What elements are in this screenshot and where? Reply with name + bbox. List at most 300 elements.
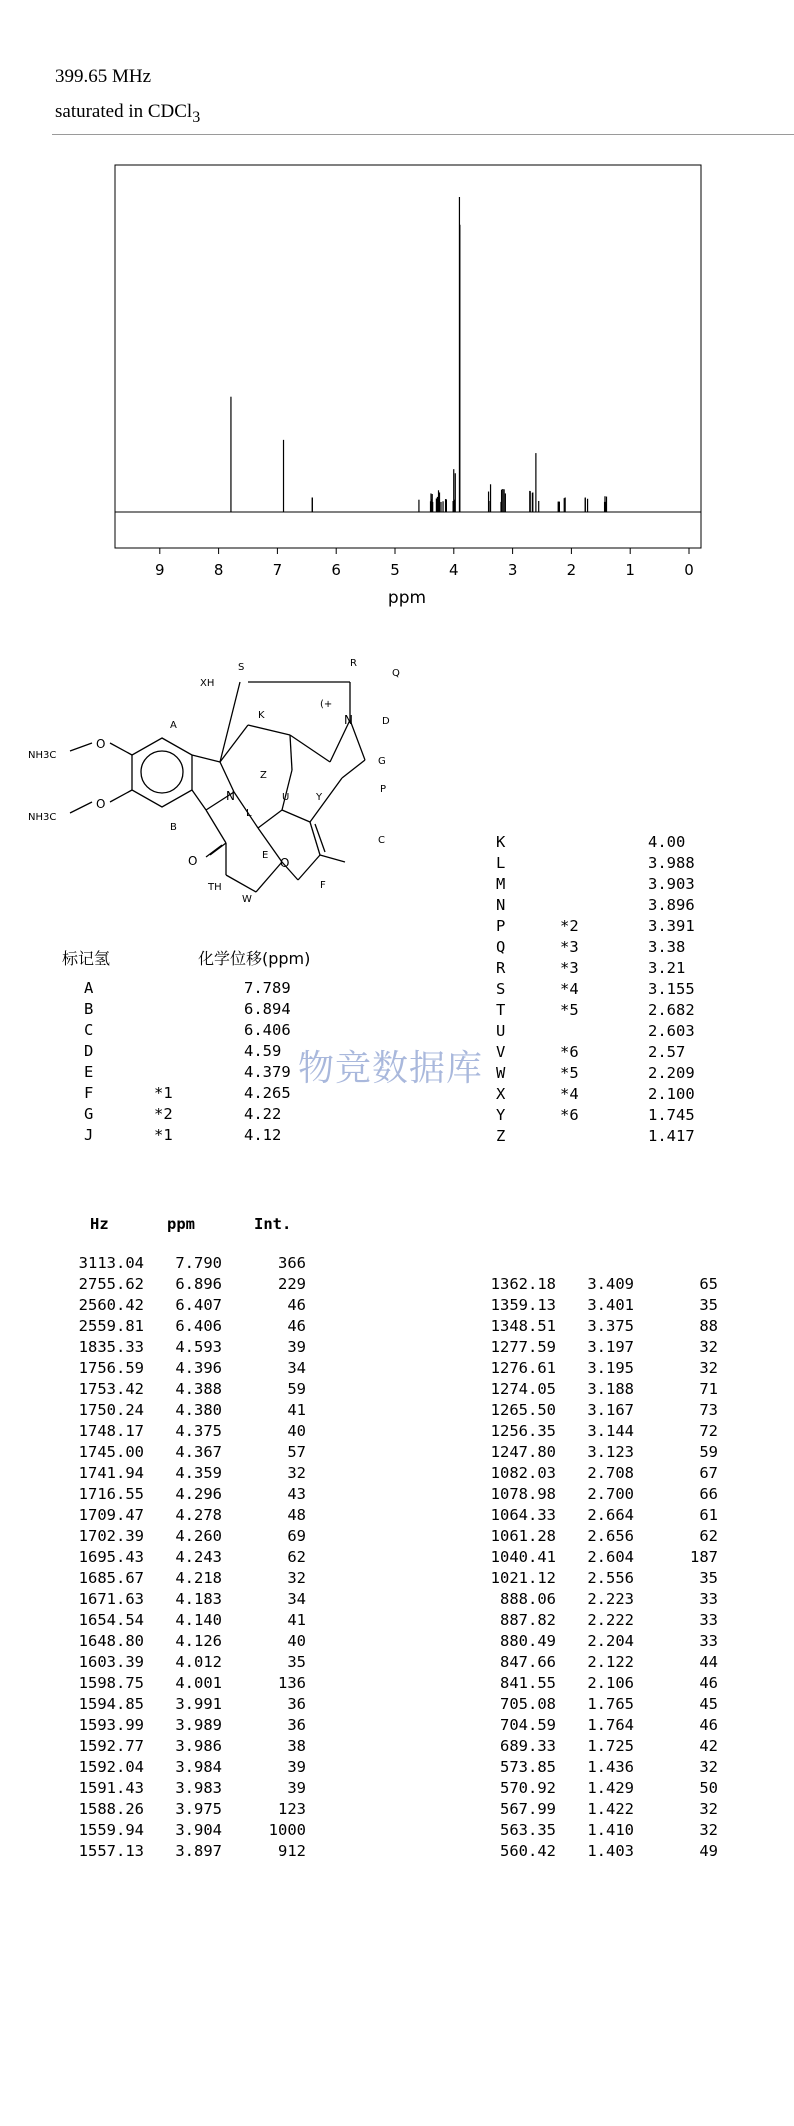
- assign-note: *1: [154, 1084, 173, 1102]
- assign-note: *3: [560, 938, 579, 956]
- peak-int: 48: [287, 1506, 306, 1524]
- peak-header-hz: Hz: [90, 1215, 109, 1233]
- header-divider: [52, 134, 794, 135]
- peak-int: 73: [699, 1401, 718, 1419]
- peak-ppm: 2.708: [587, 1464, 634, 1482]
- assign-label: K: [496, 833, 506, 851]
- atom-xh: XH: [200, 678, 215, 689]
- peak-row: [66, 1505, 326, 1526]
- peak-hz: 2560.42: [78, 1296, 144, 1314]
- peak-hz: 1753.42: [78, 1380, 144, 1398]
- label-q: Q: [392, 668, 400, 679]
- peak-ppm: 2.656: [587, 1527, 634, 1545]
- peak-row: [478, 1589, 738, 1610]
- peak-row: [66, 1400, 326, 1421]
- peak-row: [66, 1316, 326, 1337]
- peak-int: 41: [287, 1401, 306, 1419]
- peak-int: 35: [699, 1569, 718, 1587]
- peak-row: [478, 1421, 738, 1442]
- peak-row: [478, 1820, 738, 1841]
- peak-ppm: 2.664: [587, 1506, 634, 1524]
- peak-int: 33: [699, 1611, 718, 1629]
- peak-ppm: 3.986: [175, 1737, 222, 1755]
- peak-int: 912: [278, 1842, 306, 1860]
- label-z: Z: [260, 770, 267, 781]
- assign-label: N: [496, 896, 506, 914]
- peak-ppm: 3.984: [175, 1758, 222, 1776]
- peak-hz: 1695.43: [78, 1548, 144, 1566]
- assign-shift: 3.155: [648, 980, 695, 998]
- peak-int: 45: [699, 1695, 718, 1713]
- peak-ppm: 1.765: [587, 1695, 634, 1713]
- peak-row: [478, 1547, 738, 1568]
- assign-label: F: [84, 1084, 94, 1102]
- peak-int: 41: [287, 1611, 306, 1629]
- assign-row: [496, 874, 756, 895]
- structure-bonds: [70, 682, 365, 892]
- peak-int: 366: [278, 1254, 306, 1272]
- peak-hz: 1274.05: [490, 1380, 556, 1398]
- peak-hz: 1598.75: [78, 1674, 144, 1692]
- peak-row: [478, 1778, 738, 1799]
- assign-shift: 4.12: [244, 1126, 282, 1144]
- assign-row: [496, 1084, 756, 1105]
- label-y: Y: [316, 792, 323, 803]
- x-tick-label: 0: [684, 561, 694, 579]
- peak-hz: 1716.55: [78, 1485, 144, 1503]
- peak-hz: 887.82: [500, 1611, 556, 1629]
- x-tick-label: 8: [213, 561, 224, 579]
- assign-note: *6: [560, 1106, 579, 1124]
- assign-row: [496, 1000, 756, 1021]
- peak-ppm: 3.195: [587, 1359, 634, 1377]
- peak-int: 32: [699, 1821, 718, 1839]
- peak-row: [66, 1568, 326, 1589]
- peak-int: 42: [699, 1737, 718, 1755]
- peak-int: 229: [278, 1275, 306, 1293]
- peak-int: 36: [287, 1716, 306, 1734]
- peak-hz: 1741.94: [78, 1464, 144, 1482]
- peak-row: [478, 1652, 738, 1673]
- assign-label: S: [496, 980, 506, 998]
- peak-ppm: 3.897: [175, 1842, 222, 1860]
- assign-label: Z: [496, 1127, 506, 1145]
- peak-hz: 1756.59: [78, 1359, 144, 1377]
- assign-note: *4: [560, 980, 579, 998]
- atom-n-2: N: [344, 713, 353, 727]
- peak-ppm: 4.126: [175, 1632, 222, 1650]
- peak-ppm: 2.556: [587, 1569, 634, 1587]
- x-tick-label: 9: [155, 561, 165, 579]
- peak-hz: 563.35: [500, 1821, 556, 1839]
- peak-row: [478, 1358, 738, 1379]
- peak-ppm: 4.218: [175, 1569, 222, 1587]
- peak-hz: 1078.98: [490, 1485, 556, 1503]
- x-tick-label: 6: [331, 561, 341, 579]
- peak-ppm: 1.422: [587, 1800, 634, 1818]
- assign-label: Q: [496, 938, 506, 956]
- peak-int: 32: [699, 1338, 718, 1356]
- label-u: U: [282, 792, 290, 803]
- peak-header-ppm: ppm: [167, 1215, 195, 1233]
- assign-note: *3: [560, 959, 579, 977]
- peak-hz: 1557.13: [78, 1842, 144, 1860]
- assign-shift: 6.894: [244, 1000, 291, 1018]
- assign-label: T: [496, 1001, 506, 1019]
- peak-hz: 1654.54: [78, 1611, 144, 1629]
- peak-hz: 1277.59: [490, 1338, 556, 1356]
- assign-label: E: [84, 1063, 94, 1081]
- peak-int: 40: [287, 1632, 306, 1650]
- peak-hz: 1702.39: [78, 1527, 144, 1545]
- assign-header-shift: 化学位移(ppm): [198, 949, 311, 968]
- peak-int: 43: [287, 1485, 306, 1503]
- assign-note: *5: [560, 1064, 579, 1082]
- atom-th: TH: [208, 882, 222, 893]
- peak-ppm: 6.896: [175, 1275, 222, 1293]
- peak-row: [478, 1715, 738, 1736]
- x-tick-label: 1: [625, 561, 635, 579]
- peak-int: 65: [699, 1275, 718, 1293]
- label-w: W: [242, 894, 252, 905]
- peak-row: [478, 1400, 738, 1421]
- assign-shift: 2.57: [648, 1043, 686, 1061]
- peak-ppm: 2.204: [587, 1632, 634, 1650]
- peak-int: 32: [699, 1758, 718, 1776]
- assign-note: *5: [560, 1001, 579, 1019]
- assign-row: [496, 853, 756, 874]
- assign-row: [496, 916, 756, 937]
- peak-int: 62: [287, 1548, 306, 1566]
- peak-hz: 705.08: [500, 1695, 556, 1713]
- peak-ppm: 1.725: [587, 1737, 634, 1755]
- plot-frame: [115, 165, 701, 548]
- atom-nh3c-2: NH3C: [28, 812, 57, 823]
- peak-hz: 1745.00: [78, 1443, 144, 1461]
- peak-ppm: 4.388: [175, 1380, 222, 1398]
- peak-ppm: 1.764: [587, 1716, 634, 1734]
- label-k: K: [258, 710, 265, 721]
- peak-ppm: 2.700: [587, 1485, 634, 1503]
- peak-ppm: 4.396: [175, 1359, 222, 1377]
- structure-atoms: [28, 658, 400, 905]
- peak-row: [66, 1484, 326, 1505]
- x-tick-label: 4: [449, 561, 459, 579]
- peak-hz: 1592.04: [78, 1758, 144, 1776]
- peak-row: [66, 1358, 326, 1379]
- peak-int: 34: [287, 1359, 306, 1377]
- peak-ppm: 3.983: [175, 1779, 222, 1797]
- assign-label: G: [84, 1105, 94, 1123]
- peak-ppm: 4.375: [175, 1422, 222, 1440]
- assign-shift: 3.38: [648, 938, 686, 956]
- peak-int: 88: [699, 1317, 718, 1335]
- peak-hz: 3113.04: [78, 1254, 144, 1272]
- peak-ppm: 4.593: [175, 1338, 222, 1356]
- peak-row: [478, 1568, 738, 1589]
- peak-int: 32: [699, 1800, 718, 1818]
- peak-ppm: 3.975: [175, 1800, 222, 1818]
- peak-row: [478, 1757, 738, 1778]
- peak-hz: 1082.03: [490, 1464, 556, 1482]
- peak-hz: 1592.77: [78, 1737, 144, 1755]
- peak-int: 35: [699, 1296, 718, 1314]
- watermark: 物竞数据库: [298, 1048, 484, 1089]
- peak-int: 38: [287, 1737, 306, 1755]
- label-r: R: [350, 658, 357, 669]
- assign-row: [496, 937, 756, 958]
- label-g: G: [378, 756, 386, 767]
- x-tick-label: 2: [566, 561, 577, 579]
- assign-label: D: [84, 1042, 94, 1060]
- assign-shift: 4.22: [244, 1105, 282, 1123]
- peak-ppm: 4.012: [175, 1653, 222, 1671]
- peak-row: [478, 1442, 738, 1463]
- peak-int: 136: [278, 1674, 306, 1692]
- x-tick-label: 3: [507, 561, 518, 579]
- assign-row: [84, 999, 344, 1020]
- peak-row: [66, 1841, 326, 1862]
- peak-int: 66: [699, 1485, 718, 1503]
- peak-int: 44: [699, 1653, 718, 1671]
- peak-ppm: 3.167: [587, 1401, 634, 1419]
- peak-hz: 573.85: [500, 1758, 556, 1776]
- peak-row: [66, 1757, 326, 1778]
- peak-row: [66, 1715, 326, 1736]
- peak-int: 39: [287, 1779, 306, 1797]
- assign-shift: 2.100: [648, 1085, 695, 1103]
- peak-int: 72: [699, 1422, 718, 1440]
- peak-ppm: 3.989: [175, 1716, 222, 1734]
- peak-hz: 1671.63: [78, 1590, 144, 1608]
- peak-hz: 2755.62: [78, 1275, 144, 1293]
- peak-hz: 1265.50: [490, 1401, 556, 1419]
- x-tick-label: 5: [390, 561, 400, 579]
- peak-hz: 1021.12: [490, 1569, 556, 1587]
- label-p: P: [380, 784, 387, 795]
- peak-ppm: 2.122: [587, 1653, 634, 1671]
- peak-int: 59: [699, 1443, 718, 1461]
- peak-hz: 1685.67: [78, 1569, 144, 1587]
- atom-o-1: O: [96, 737, 106, 751]
- peak-hz: 1256.35: [490, 1422, 556, 1440]
- peak-row: [66, 1274, 326, 1295]
- assign-label: B: [84, 1000, 94, 1018]
- peak-row: [478, 1631, 738, 1652]
- atom-o-2: O: [96, 797, 106, 811]
- assign-shift: 4.379: [244, 1063, 291, 1081]
- assign-label: L: [496, 854, 506, 872]
- peak-ppm: 4.243: [175, 1548, 222, 1566]
- label-l: L: [246, 808, 252, 819]
- peak-int: 1000: [268, 1821, 306, 1839]
- peak-int: 34: [287, 1590, 306, 1608]
- peak-row: [478, 1274, 738, 1295]
- peak-hz: 847.66: [500, 1653, 556, 1671]
- assign-shift: 4.00: [648, 833, 686, 851]
- assign-label: C: [84, 1021, 94, 1039]
- peak-hz: 841.55: [500, 1674, 556, 1692]
- assign-label: W: [496, 1064, 506, 1082]
- peak-header-int: Int.: [254, 1215, 292, 1233]
- peak-ppm: 4.367: [175, 1443, 222, 1461]
- peak-int: 33: [699, 1632, 718, 1650]
- peak-row: [66, 1820, 326, 1841]
- peak-row: [66, 1631, 326, 1652]
- peak-hz: 1588.26: [78, 1800, 144, 1818]
- assign-note: *1: [154, 1126, 173, 1144]
- peak-row: [66, 1442, 326, 1463]
- assign-row: [84, 1020, 344, 1041]
- assign-shift: 3.391: [648, 917, 695, 935]
- peak-int: 35: [287, 1653, 306, 1671]
- assign-row: [496, 1021, 756, 1042]
- label-s: S: [238, 662, 245, 673]
- peak-ppm: 4.140: [175, 1611, 222, 1629]
- peak-int: 59: [287, 1380, 306, 1398]
- peak-row: [66, 1694, 326, 1715]
- peak-row: [478, 1526, 738, 1547]
- peak-row: [66, 1421, 326, 1442]
- label-d: D: [382, 716, 390, 727]
- peak-int: 46: [287, 1296, 306, 1314]
- peak-row: [66, 1547, 326, 1568]
- peak-row: [66, 1673, 326, 1694]
- assign-label: A: [84, 979, 94, 997]
- label-c: C: [378, 835, 385, 846]
- peak-hz: 2559.81: [78, 1317, 144, 1335]
- assign-note: *2: [154, 1105, 173, 1123]
- peak-int: 40: [287, 1422, 306, 1440]
- tick-layer: [155, 548, 694, 579]
- peak-int: 46: [699, 1716, 718, 1734]
- assign-shift: 2.682: [648, 1001, 695, 1019]
- peak-hz: 704.59: [500, 1716, 556, 1734]
- peak-ppm: 7.790: [175, 1254, 222, 1272]
- assign-label: P: [496, 917, 506, 935]
- peak-ppm: 1.410: [587, 1821, 634, 1839]
- peak-ppm: 3.144: [587, 1422, 634, 1440]
- assign-shift: 3.21: [648, 959, 686, 977]
- peak-ppm: 1.436: [587, 1758, 634, 1776]
- peak-row: [478, 1673, 738, 1694]
- peak-ppm: 3.123: [587, 1443, 634, 1461]
- assign-shift: 2.209: [648, 1064, 695, 1082]
- assign-shift: 4.265: [244, 1084, 291, 1102]
- assign-label: V: [496, 1043, 506, 1061]
- label-b: B: [170, 822, 177, 833]
- label-e: E: [262, 850, 269, 861]
- peak-int: 49: [699, 1842, 718, 1860]
- assign-shift: 7.789: [244, 979, 291, 997]
- molecular-structure: [20, 640, 460, 930]
- peak-int: 67: [699, 1464, 718, 1482]
- assign-row: [496, 958, 756, 979]
- peak-row: [478, 1463, 738, 1484]
- assign-shift: 2.603: [648, 1022, 695, 1040]
- assign-label: U: [496, 1022, 506, 1040]
- peak-int: 187: [690, 1548, 718, 1566]
- peak-layer: [231, 197, 607, 512]
- peak-hz: 1835.33: [78, 1338, 144, 1356]
- peak-hz: 1559.94: [78, 1821, 144, 1839]
- atom-plus: (+: [320, 699, 333, 710]
- peak-hz: 1648.80: [78, 1632, 144, 1650]
- peak-row: [66, 1799, 326, 1820]
- peak-hz: 1064.33: [490, 1506, 556, 1524]
- peak-ppm: 2.223: [587, 1590, 634, 1608]
- peak-ppm: 3.197: [587, 1338, 634, 1356]
- peak-ppm: 4.260: [175, 1527, 222, 1545]
- assign-shift: 3.896: [648, 896, 695, 914]
- peak-hz: 567.99: [500, 1800, 556, 1818]
- peak-int: 32: [699, 1359, 718, 1377]
- assign-label: R: [496, 959, 506, 977]
- assign-row: [496, 1042, 756, 1063]
- label-f: F: [320, 880, 326, 891]
- peak-row: [66, 1463, 326, 1484]
- peak-int: 69: [287, 1527, 306, 1545]
- assign-header-label: 标记氢: [62, 949, 111, 968]
- assign-row: [496, 895, 756, 916]
- peak-hz: 560.42: [500, 1842, 556, 1860]
- assign-shift: 3.903: [648, 875, 695, 893]
- peak-row: [66, 1295, 326, 1316]
- peak-int: 61: [699, 1506, 718, 1524]
- atom-n-1: N: [226, 789, 235, 803]
- peak-ppm: 1.429: [587, 1779, 634, 1797]
- peak-row: [66, 1778, 326, 1799]
- atom-o-4: O: [280, 856, 290, 870]
- peak-ppm: 2.604: [587, 1548, 634, 1566]
- assign-note: *2: [560, 917, 579, 935]
- peak-row: [478, 1295, 738, 1316]
- peak-row: [478, 1841, 738, 1862]
- peak-int: 50: [699, 1779, 718, 1797]
- assign-shift: 4.59: [244, 1042, 282, 1060]
- atom-nh3c-1: NH3C: [28, 750, 57, 761]
- peak-row: [478, 1799, 738, 1820]
- peak-row: [478, 1379, 738, 1400]
- label-a: A: [170, 720, 177, 731]
- peak-ppm: 3.375: [587, 1317, 634, 1335]
- peak-ppm: 6.406: [175, 1317, 222, 1335]
- peak-int: 39: [287, 1758, 306, 1776]
- assign-label: Y: [496, 1106, 506, 1124]
- assign-shift: 1.745: [648, 1106, 695, 1124]
- peak-ppm: 3.188: [587, 1380, 634, 1398]
- peak-row: [478, 1694, 738, 1715]
- peak-hz: 1348.51: [490, 1317, 556, 1335]
- peak-int: 123: [278, 1800, 306, 1818]
- assign-label: M: [496, 875, 506, 893]
- assign-row: [496, 832, 756, 853]
- peak-int: 36: [287, 1695, 306, 1713]
- peak-int: 32: [287, 1569, 306, 1587]
- peak-ppm: 4.359: [175, 1464, 222, 1482]
- assign-row: [496, 979, 756, 1000]
- peak-int: 62: [699, 1527, 718, 1545]
- x-axis-label: ppm: [387, 588, 427, 608]
- nmr-spectrum-chart: [0, 150, 794, 620]
- peak-row: [478, 1610, 738, 1631]
- peak-hz: 1593.99: [78, 1716, 144, 1734]
- assign-row: [496, 1063, 756, 1084]
- assign-shift: 3.988: [648, 854, 695, 872]
- solvent-text: saturated in CDCl: [55, 101, 193, 122]
- peak-row: [66, 1610, 326, 1631]
- peak-int: 46: [699, 1674, 718, 1692]
